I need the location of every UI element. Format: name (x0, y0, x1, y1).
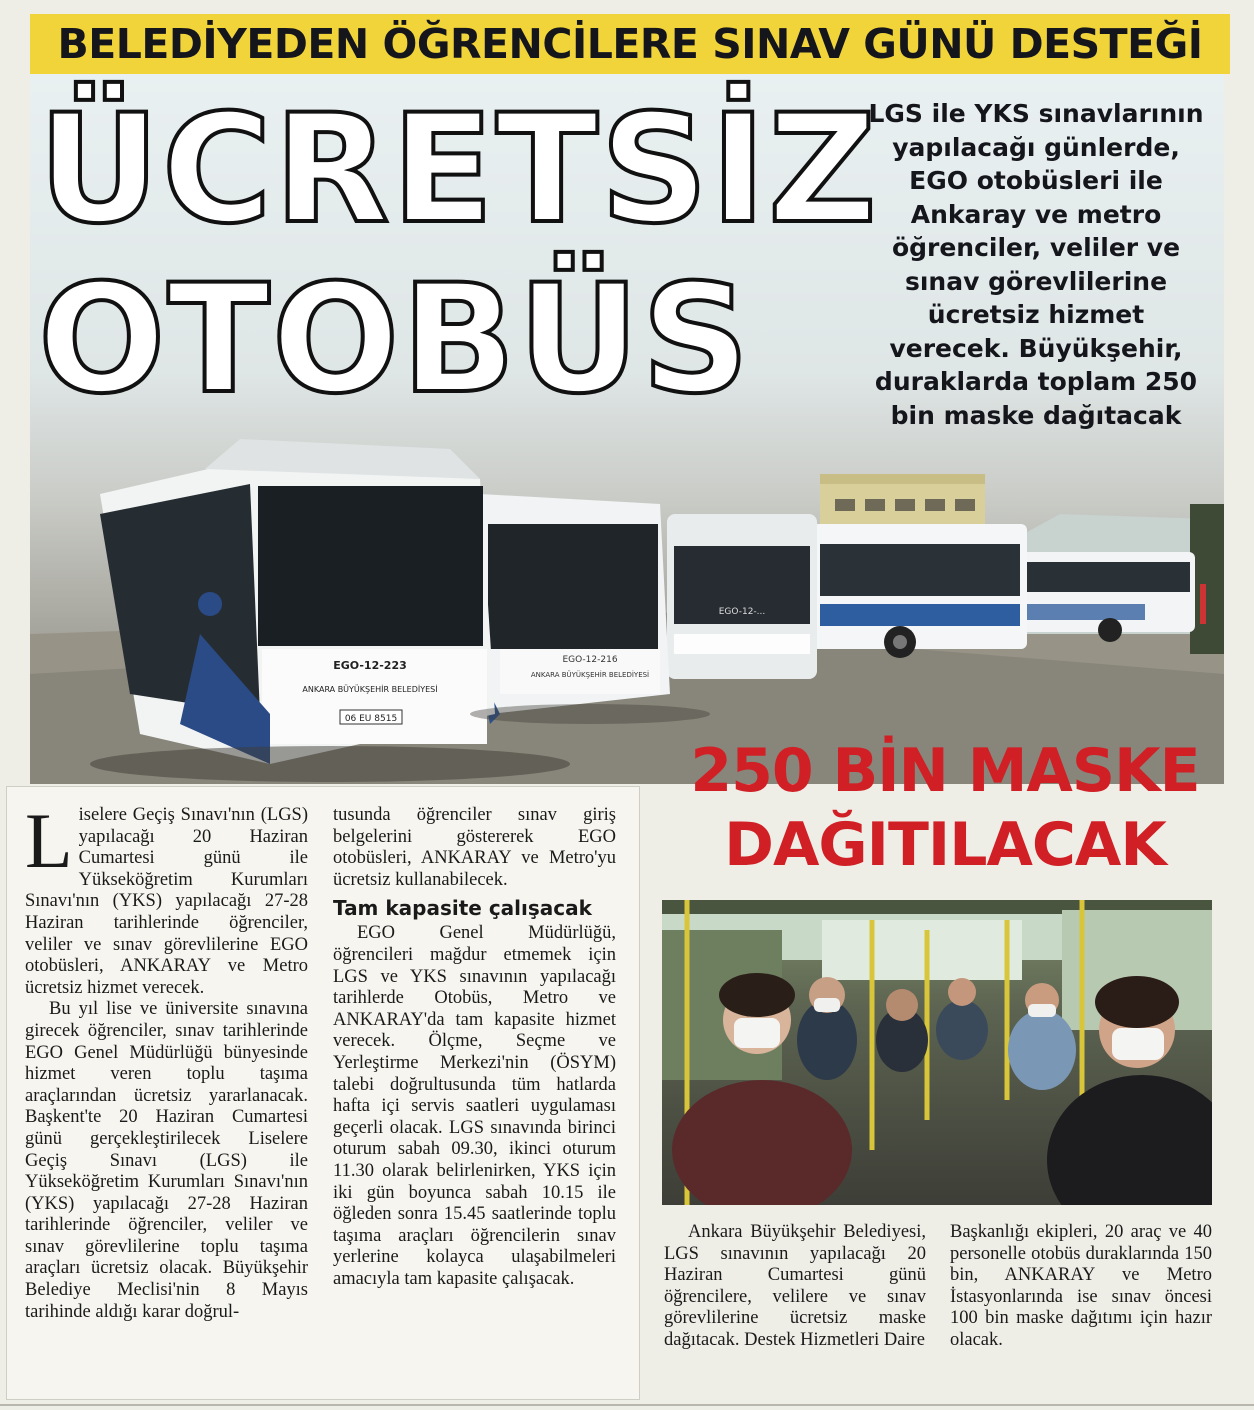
standfirst (858, 97, 1214, 432)
headline-line-1: ÜCRETSİZ (38, 83, 879, 257)
bus1-number: 06 EU 8515 (344, 714, 398, 724)
subheading: Tam kapasite çalışacak (333, 896, 592, 921)
standfirst-line: ücretsiz hizmet (927, 300, 1145, 329)
headline (38, 83, 879, 427)
mask-paragraph: Ankara Büyükşehir Belediyesi, LGS sınavının yapılacağı 20 Haziran Cumartesi günü öğrencilere, velilere ve sınav görevlilerine ücretsiz maske dağıtacak. Destek Hizmetleri Daire (664, 1222, 926, 1350)
bus3-plate: EGO-12-... (718, 607, 766, 617)
mask-paragraph: Başkanlığı ekipleri, 20 araç ve 40 personelle otobüs duraklarında 150 bin, ANKARAY ve Metro İstasyonlarında ise sınav öncesi 100 bin maske dağıtımı için hazır olacak. (950, 1222, 1212, 1350)
standfirst-line: verecek. Büyükşehir, (889, 333, 1183, 363)
bus2-plate: EGO-12-216 (562, 655, 618, 665)
mask-column-2 (950, 1222, 1212, 1352)
standfirst-line: sınav görevlilerine (904, 266, 1168, 296)
mask-column-1 (664, 1222, 926, 1352)
kicker-bar (30, 14, 1230, 74)
article-box (6, 786, 640, 1400)
bus1-plate: EGO-12-223 (333, 659, 407, 672)
mask-headline (640, 734, 1250, 882)
standfirst-line: öğrenciler, veliler ve (891, 233, 1181, 262)
kicker-title: BELEDİYEDEN ÖĞRENCİLERE SINAV GÜNÜ DESTEĞİ (57, 20, 1203, 68)
standfirst-line: LGS ile YKS sınavlarının (868, 99, 1204, 128)
bus-interior-photo (662, 900, 1212, 1205)
standfirst-line: duraklarda toplam 250 (874, 367, 1198, 396)
bus-interior-illustration (662, 900, 1212, 1205)
standfirst-line: Ankaray ve metro (910, 199, 1162, 229)
article-paragraph: tusunda öğrenciler sınav giriş belgelerini göstererek EGO otobüsleri, ANKARAY ve Metro'yu ücretsiz kullanabilecek. (333, 805, 616, 890)
bus1-label: ANKARA BÜYÜKŞEHİR BELEDİYESİ (302, 685, 438, 694)
bus2-label: ANKARA BÜYÜKŞEHİR BELEDİYESİ (530, 671, 650, 679)
page-bottom-rule (0, 1404, 1254, 1406)
drop-cap: L (25, 797, 73, 884)
standfirst-line: EGO otobüsleri ile (909, 166, 1163, 195)
mask-headline-line-1: 250 BİN MASKE (690, 736, 1200, 806)
mask-headline-line-2: DAĞITILACAK (724, 810, 1166, 880)
headline-line-2: OTOBÜS (38, 253, 752, 427)
standfirst-line: bin maske dağıtacak (890, 400, 1182, 430)
article-paragraph: EGO Genel Müdürlüğü, öğrencileri mağdur etmemek için LGS ve YKS sınavının yapılacağı tarihlerde Otobüs, Metro ve ANKARAY'da tam kapasite hizmet verecek. Ölçme, Seçme ve Yerleştirme Merkezi'nin (ÖSYM) talebi doğrultusunda tüm hatlarda hafta içi servis saatleri uygulaması geçerli olacak. LGS sınavında birinci oturum sabah 09.30, ikinci oturum 11.30 olarak belirlenirken, YKS için iki gün boyunca sabah 10.15 ile öğleden sonra 15.45 saatlerinde toplu taşıma araçları öğrencilerin sınav yerlerine kolayca ulaşabilmeleri amacıyla tam kapasite çalışacak. (333, 923, 616, 1289)
article-column-1 (25, 797, 308, 1323)
article-paragraph: Bu yıl lise ve üniversite sınavına girecek öğrenciler, sınav tarihlerinde EGO Genel Müdürlüğü bünyesinde hizmet veren toplu taşıma araçlarından ücretsiz yararlanacak. Başkent'te 20 Haziran Cumartesi günü gerçekleştirilecek Liselere Geçiş Sınavı (LGS) ile Yükseköğretim Kurumları Sınavı'nın (YKS) yapılacağı 27-28 Haziran tarihlerinde öğrenciler, veliler ve sınav görevlilerine toplu taşıma araçları ücretsiz olacak. Büyükşehir Belediye Meclisi'nin 8 Mayıs tarihinde aldığı karar doğrul- (25, 999, 308, 1322)
article-column-2 (333, 805, 616, 1290)
article-paragraph: Liselere Geçiş Sınavı'nın (LGS) yapılacağı 20 Haziran Cumartesi günü ile Yükseköğretim Kurumları Sınavı'nın (YKS) yapılacağı 27-28 Haziran tarihlerinde öğrenciler, veliler ve sınav görevlilerine EGO otobüsleri, ANKARAY ve Metro ücretsiz hizmet verecek. (25, 797, 308, 998)
standfirst-line: yapılacağı günlerde, (892, 132, 1180, 162)
